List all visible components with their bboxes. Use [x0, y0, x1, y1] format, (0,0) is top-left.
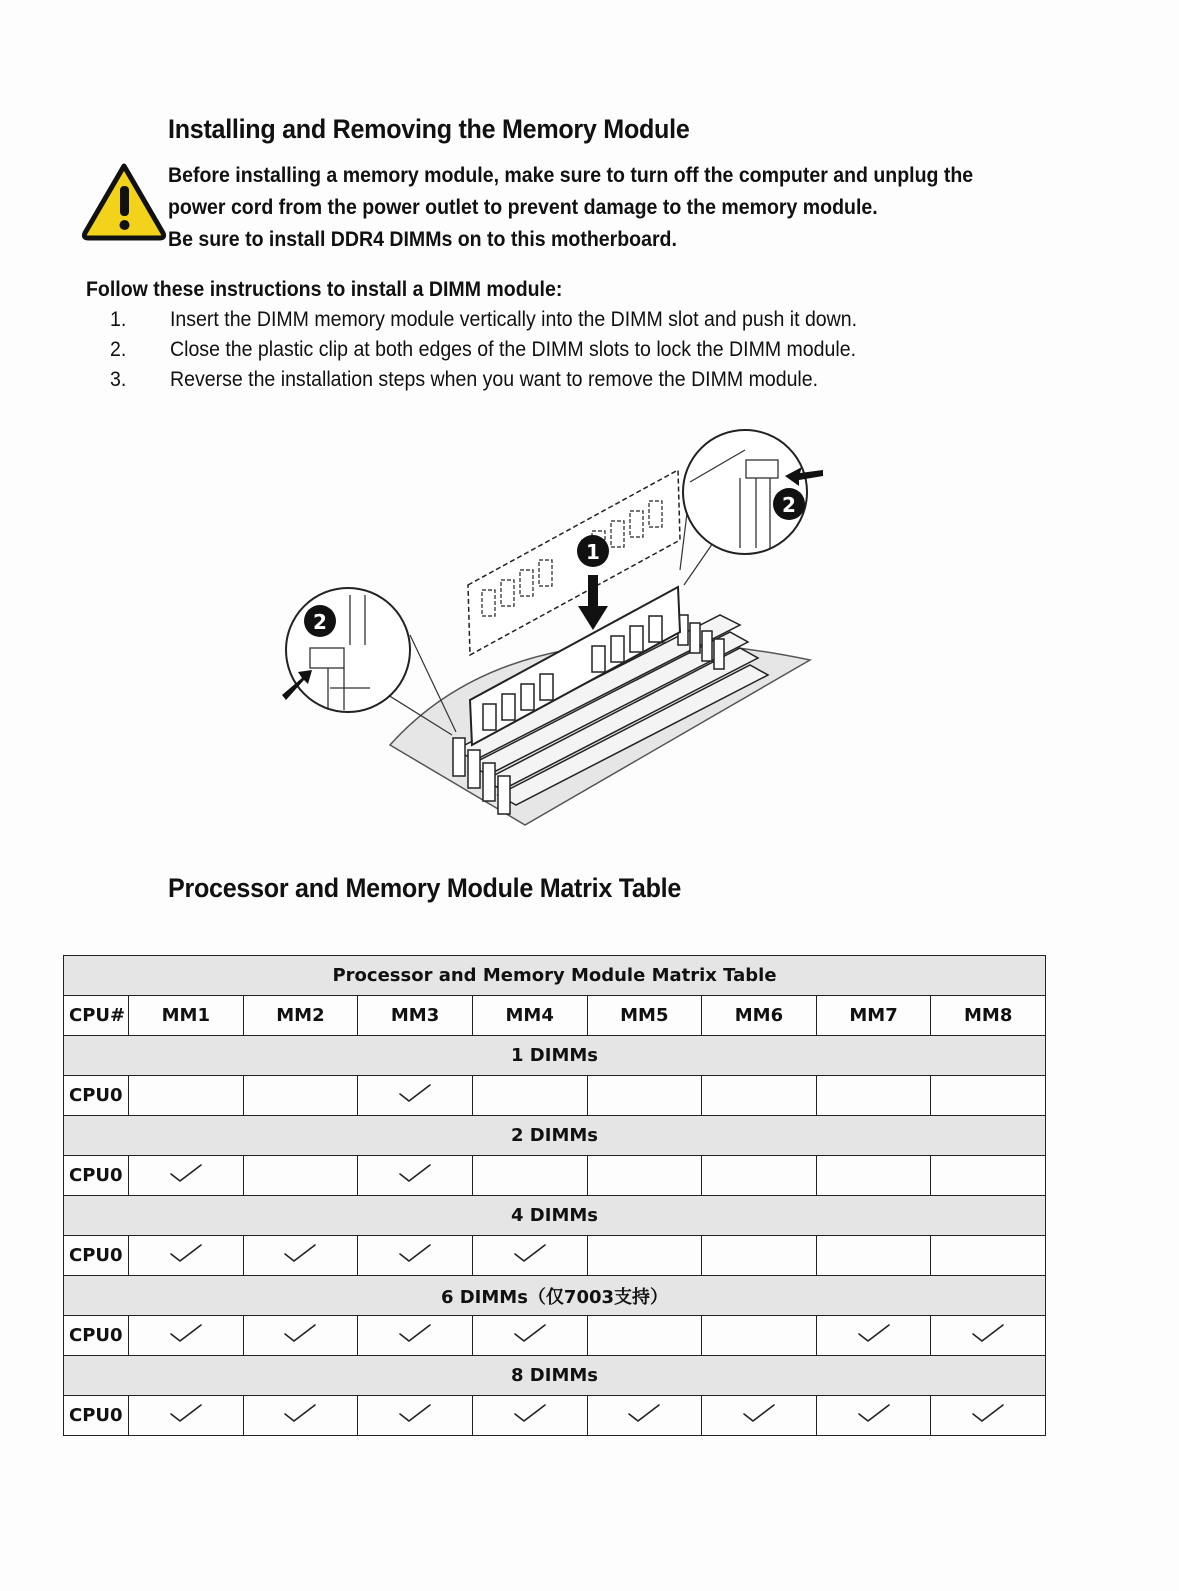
checkmark-icon — [168, 1402, 204, 1424]
table-row — [64, 1396, 1046, 1436]
step-number: 3. — [110, 368, 127, 391]
checkmark-icon — [856, 1322, 892, 1344]
group-label-row — [64, 1276, 1046, 1316]
slot-cell — [472, 1156, 587, 1196]
slot-cell — [816, 1156, 931, 1196]
group-label-row — [64, 1356, 1046, 1396]
slot-cell — [129, 1076, 244, 1116]
table-row — [64, 1316, 1046, 1356]
slot-cell — [472, 1396, 587, 1436]
warning-text — [168, 160, 973, 256]
callout-1: 1 — [586, 540, 600, 564]
slot-cell — [931, 1396, 1046, 1436]
slot-cell — [472, 1236, 587, 1276]
slot-cell — [587, 1316, 702, 1356]
slot-cell — [358, 1396, 473, 1436]
checkmark-icon — [397, 1162, 433, 1184]
instructions-heading: Follow these instructions to install a DIMM module: — [86, 278, 563, 301]
cpu-cell: CPU0 — [64, 1396, 129, 1436]
slot-cell — [243, 1396, 358, 1436]
group-label: 8 DIMMs — [64, 1356, 1046, 1396]
step-text: Close the plastic clip at both edges of the DIMM slots to lock the DIMM module. — [170, 338, 857, 361]
header-cell: MM6 — [702, 996, 817, 1036]
step-number: 1. — [110, 308, 127, 331]
header-cell: CPU# — [64, 996, 129, 1036]
slot-cell — [702, 1076, 817, 1116]
header-cell: MM7 — [816, 996, 931, 1036]
checkmark-icon — [970, 1402, 1006, 1424]
cpu-cell: CPU0 — [64, 1156, 129, 1196]
group-label-row — [64, 1036, 1046, 1076]
slot-cell — [358, 1316, 473, 1356]
slot-cell — [816, 1396, 931, 1436]
group-label-row — [64, 1196, 1046, 1236]
group-label: 4 DIMMs — [64, 1196, 1046, 1236]
table-header-row — [64, 996, 1046, 1036]
slot-cell — [243, 1316, 358, 1356]
checkmark-icon — [512, 1322, 548, 1344]
step-number: 2. — [110, 338, 127, 361]
checkmark-icon — [512, 1402, 548, 1424]
slot-cell — [587, 1076, 702, 1116]
checkmark-icon — [168, 1242, 204, 1264]
warning-line: Be sure to install DDR4 DIMMs on to this motherboard. — [168, 228, 677, 251]
slot-cell — [129, 1236, 244, 1276]
cpu-cell: CPU0 — [64, 1316, 129, 1356]
checkmark-icon — [397, 1242, 433, 1264]
slot-cell — [931, 1156, 1046, 1196]
section-title-matrix: Processor and Memory Module Matrix Table — [168, 873, 682, 903]
slot-cell — [358, 1076, 473, 1116]
checkmark-icon — [282, 1402, 318, 1424]
table-row — [64, 1156, 1046, 1196]
slot-cell — [472, 1316, 587, 1356]
slot-cell — [702, 1316, 817, 1356]
checkmark-icon — [397, 1402, 433, 1424]
slot-cell — [702, 1396, 817, 1436]
group-label: 2 DIMMs — [64, 1116, 1046, 1156]
table-row — [64, 1076, 1046, 1116]
slot-cell — [587, 1156, 702, 1196]
cpu-cell: CPU0 — [64, 1236, 129, 1276]
header-cell: MM1 — [129, 996, 244, 1036]
checkmark-icon — [970, 1322, 1006, 1344]
slot-cell — [816, 1316, 931, 1356]
header-cell: MM3 — [358, 996, 473, 1036]
header-cell: MM5 — [587, 996, 702, 1036]
checkmark-icon — [282, 1322, 318, 1344]
memory-matrix-table — [63, 955, 1046, 1436]
slot-cell — [931, 1236, 1046, 1276]
slot-cell — [129, 1396, 244, 1436]
table-row — [64, 1236, 1046, 1276]
slot-cell — [931, 1076, 1046, 1116]
step-text: Reverse the installation steps when you want to remove the DIMM module. — [170, 368, 819, 391]
checkmark-icon — [397, 1082, 433, 1104]
slot-cell — [358, 1236, 473, 1276]
cpu-cell: CPU0 — [64, 1076, 129, 1116]
slot-cell — [587, 1396, 702, 1436]
slot-cell — [816, 1076, 931, 1116]
warning-line: power cord from the power outlet to prevent damage to the memory module. — [168, 196, 878, 219]
group-label: 6 DIMMs（仅7003支持） — [64, 1276, 1046, 1316]
checkmark-icon — [856, 1402, 892, 1424]
slot-cell — [243, 1236, 358, 1276]
slot-cell — [472, 1076, 587, 1116]
slot-cell — [358, 1156, 473, 1196]
group-label-row — [64, 1116, 1046, 1156]
slot-cell — [129, 1156, 244, 1196]
header-cell: MM4 — [472, 996, 587, 1036]
checkmark-icon — [282, 1242, 318, 1264]
step-text: Insert the DIMM memory module vertically into the DIMM slot and push it down. — [170, 308, 858, 331]
slot-cell — [587, 1236, 702, 1276]
slot-cell — [243, 1156, 358, 1196]
header-cell: MM2 — [243, 996, 358, 1036]
table-caption-row — [64, 956, 1046, 996]
checkmark-icon — [741, 1402, 777, 1424]
table-caption: Processor and Memory Module Matrix Table — [64, 956, 1046, 996]
slot-cell — [931, 1316, 1046, 1356]
header-cell: MM8 — [931, 996, 1046, 1036]
callout-2-left: 2 — [313, 610, 327, 634]
checkmark-icon — [168, 1162, 204, 1184]
warning-line: Before installing a memory module, make sure to turn off the computer and unplug the — [168, 164, 974, 187]
warning-icon — [80, 160, 168, 242]
slot-cell — [129, 1316, 244, 1356]
slot-cell — [702, 1156, 817, 1196]
checkmark-icon — [626, 1402, 662, 1424]
slot-cell — [702, 1236, 817, 1276]
section-title-installing: Installing and Removing the Memory Module — [168, 114, 690, 144]
callout-2-right: 2 — [782, 493, 796, 517]
slot-cell — [816, 1236, 931, 1276]
group-label: 1 DIMMs — [64, 1036, 1046, 1076]
slot-cell — [243, 1076, 358, 1116]
checkmark-icon — [397, 1322, 433, 1344]
dimm-installation-diagram — [270, 420, 830, 830]
checkmark-icon — [168, 1322, 204, 1344]
checkmark-icon — [512, 1242, 548, 1264]
